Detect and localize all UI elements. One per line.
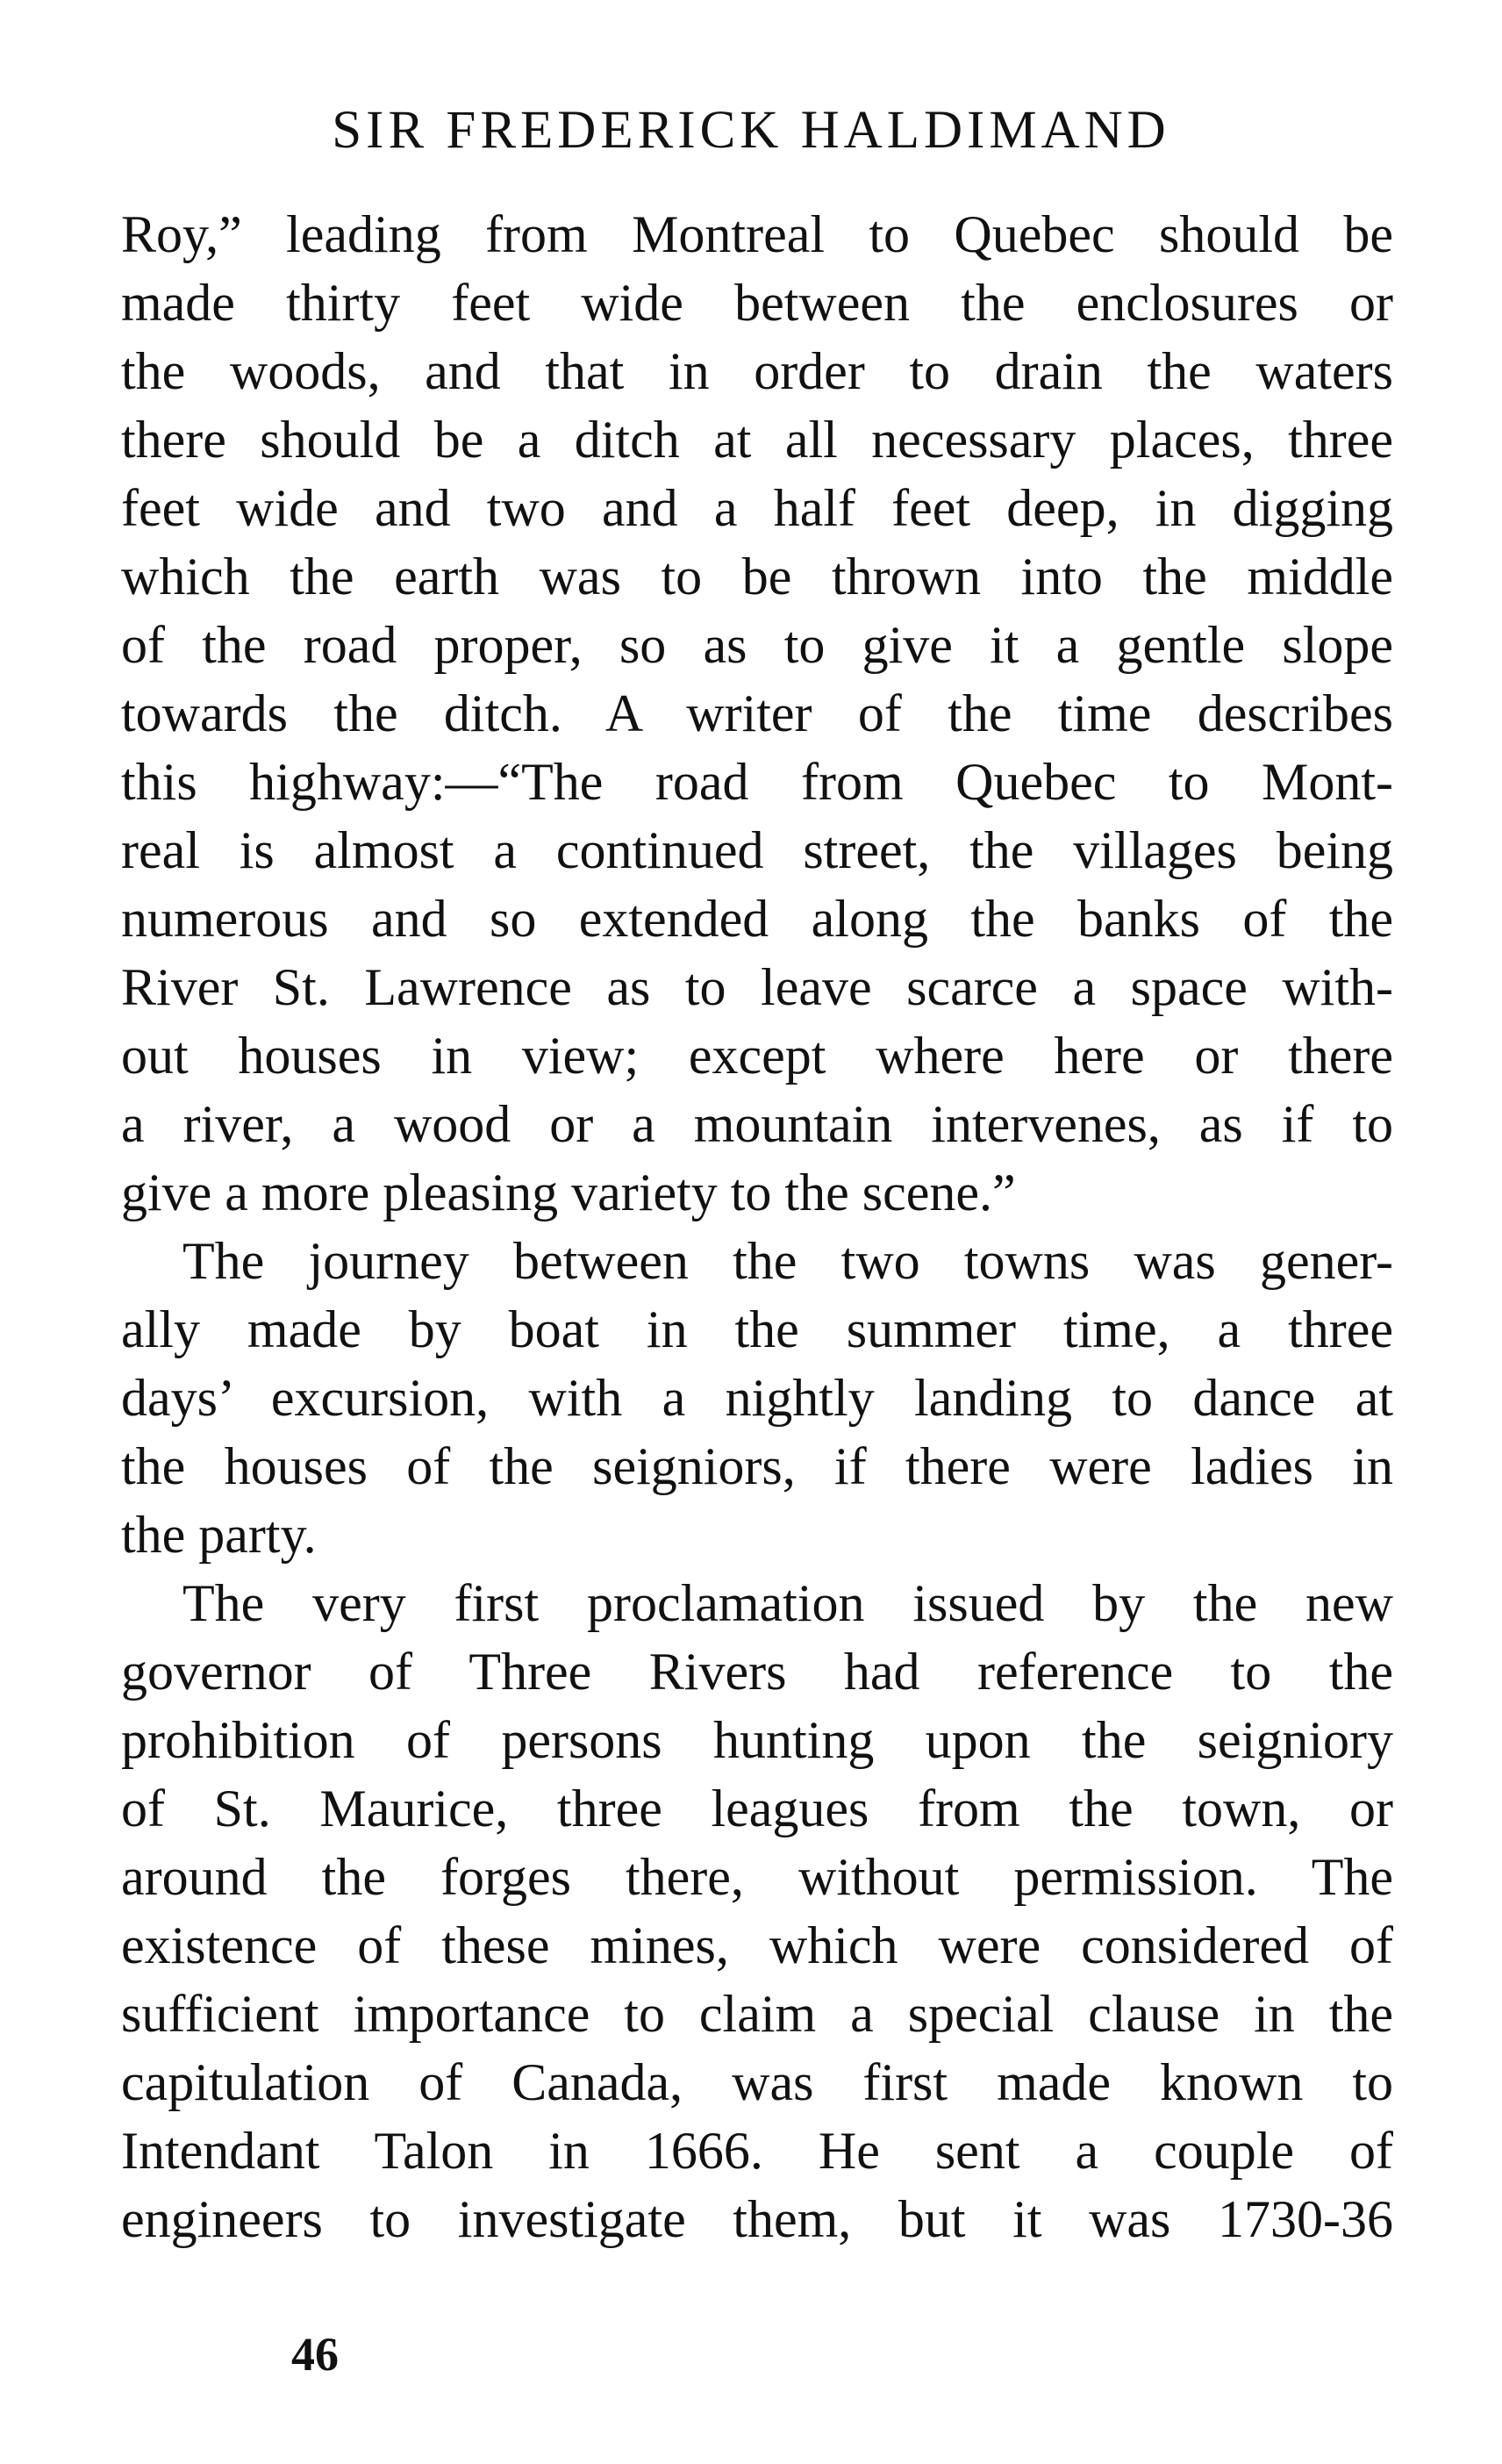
text-line: give a more pleasing variety to the scene.” (121, 1164, 1016, 1221)
text-line: the houses of the seigniors, if there were ladies in (121, 1437, 1393, 1495)
paragraph-1 (121, 200, 1393, 1227)
text-line: numerous and so extended along the banks of the (121, 890, 1393, 948)
page-number: 46 (291, 2328, 339, 2381)
text-line: prohibition of persons hunting upon the seigniory (121, 1711, 1393, 1769)
text-line: days’ excursion, with a nightly landing to dance at (121, 1369, 1393, 1427)
text-line: River St. Lawrence as to leave scarce a space with- (121, 958, 1393, 1016)
text-line: real is almost a continued street, the villages being (121, 821, 1393, 879)
paragraph-3 (121, 1569, 1393, 2253)
text-line: of St. Maurice, three leagues from the town, or (121, 1780, 1393, 1837)
text-line: feet wide and two and a half feet deep, in digging (121, 479, 1393, 537)
text-line: Roy,” leading from Montreal to Quebec should be (121, 205, 1393, 263)
text-line: The very first proclamation issued by the new (182, 1574, 1393, 1632)
running-head: SIR FREDERICK HALDIMAND (332, 101, 1170, 160)
text-line: towards the ditch. A writer of the time describes (121, 684, 1393, 742)
text-line: ally made by boat in the summer time, a three (121, 1300, 1393, 1358)
text-line: of the road proper, so as to give it a gentle slope (121, 616, 1393, 674)
text-line: made thirty feet wide between the enclosures or (121, 274, 1393, 332)
body-text (121, 200, 1393, 2253)
paragraph-2 (121, 1227, 1393, 1569)
text-line: sufficient importance to claim a special clause in the (121, 1985, 1393, 2043)
text-line: around the forges there, without permission. The (121, 1848, 1393, 1906)
text-line: this highway:—“The road from Quebec to Mont- (121, 753, 1393, 811)
text-line: governor of Three Rivers had reference to the (121, 1643, 1393, 1701)
text-line: Intendant Talon in 1666. He sent a couple of (121, 2122, 1393, 2180)
text-line: there should be a ditch at all necessary places, three (121, 411, 1393, 469)
text-line: which the earth was to be thrown into the middle (121, 548, 1393, 605)
text-line: The journey between the two towns was gener- (182, 1232, 1393, 1290)
text-line: out houses in view; except where here or there (121, 1027, 1393, 1085)
text-line: capitulation of Canada, was first made known to (121, 2053, 1393, 2111)
text-line: the party. (121, 1506, 317, 1564)
text-line: existence of these mines, which were considered of (121, 1916, 1393, 1974)
text-line: a river, a wood or a mountain intervenes, as if to (121, 1095, 1393, 1153)
text-line: the woods, and that in order to drain the waters (121, 342, 1393, 400)
text-line: engineers to investigate them, but it was 1730-36 (121, 2190, 1393, 2248)
